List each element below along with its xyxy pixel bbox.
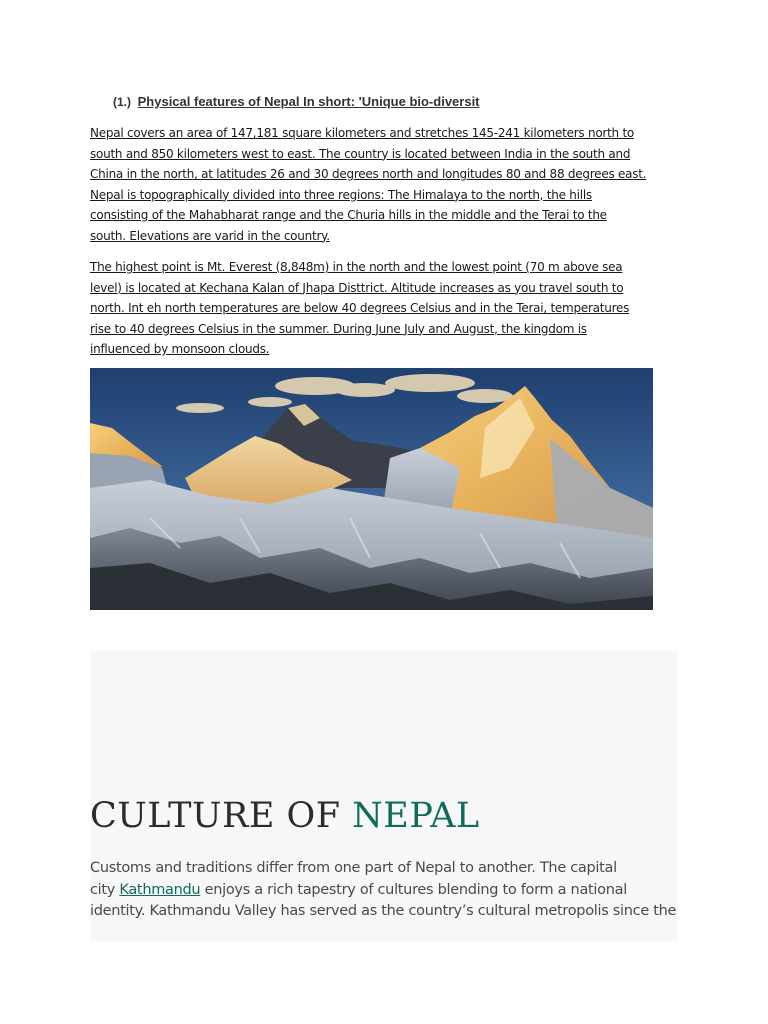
himalaya-photo xyxy=(90,368,653,610)
paragraph-line: level) is located at Kechana Kalan of Jhapa Disttrict. Altitude increases as you travel south to xyxy=(90,280,624,295)
paragraph-line: south and 850 kilometers west to east. The country is located between India in the south and xyxy=(90,146,631,161)
section-number: (1.) xyxy=(113,95,131,109)
paragraph-line: north. Int eh north temperatures are below 40 degrees Celsius and in the Terai, temperatures xyxy=(90,301,630,315)
paragraph-line: Nepal is topographically divided into three regions: The Himalaya to the north, the hills xyxy=(90,187,592,202)
section-title: Physical features of Nepal In short: 'Unique bio-diversit xyxy=(137,94,480,109)
culture-line: identity. Kathmandu Valley has served as the country’s cultural metropolis since the xyxy=(90,903,677,919)
paragraph-line: south. Elevations are varid in the country. xyxy=(90,228,330,243)
section-heading xyxy=(113,94,480,109)
culture-heading-accent: NEPAL xyxy=(352,796,480,836)
paragraph-line: The highest point is Mt. Everest (8,848m) in the north and the lowest point (70 m above sea xyxy=(90,260,623,274)
paragraph-line: consisting of the Mahabharat range and the Churia hills in the middle and the Terai to the xyxy=(90,208,607,222)
culture-paragraph xyxy=(90,858,690,923)
paragraph-elevation xyxy=(90,257,690,360)
culture-line xyxy=(90,880,690,902)
culture-line: Customs and traditions differ from one part of Nepal to another. The capital xyxy=(90,860,617,876)
kathmandu-link[interactable]: Kathmandu xyxy=(119,881,201,898)
paragraph-line: influenced by monsoon clouds. xyxy=(90,342,270,356)
paragraph-line: China in the north, at latitudes 26 and 30 degrees north and longitudes 80 and 88 degrees east. xyxy=(90,167,647,181)
culture-heading-prefix: CULTURE OF xyxy=(90,796,353,836)
paragraph-area xyxy=(90,123,690,246)
culture-line-suffix: enjoys a rich tapestry of cultures blending to form a national xyxy=(200,881,627,898)
paragraph-line: rise to 40 degrees Celsius in the summer. During June July and August, the kingdom is xyxy=(90,321,587,336)
culture-heading xyxy=(90,796,480,836)
culture-line-prefix: city xyxy=(90,881,120,898)
paragraph-line: Nepal covers an area of 147,181 square kilometers and stretches 145-241 kilometers north to xyxy=(90,126,635,140)
